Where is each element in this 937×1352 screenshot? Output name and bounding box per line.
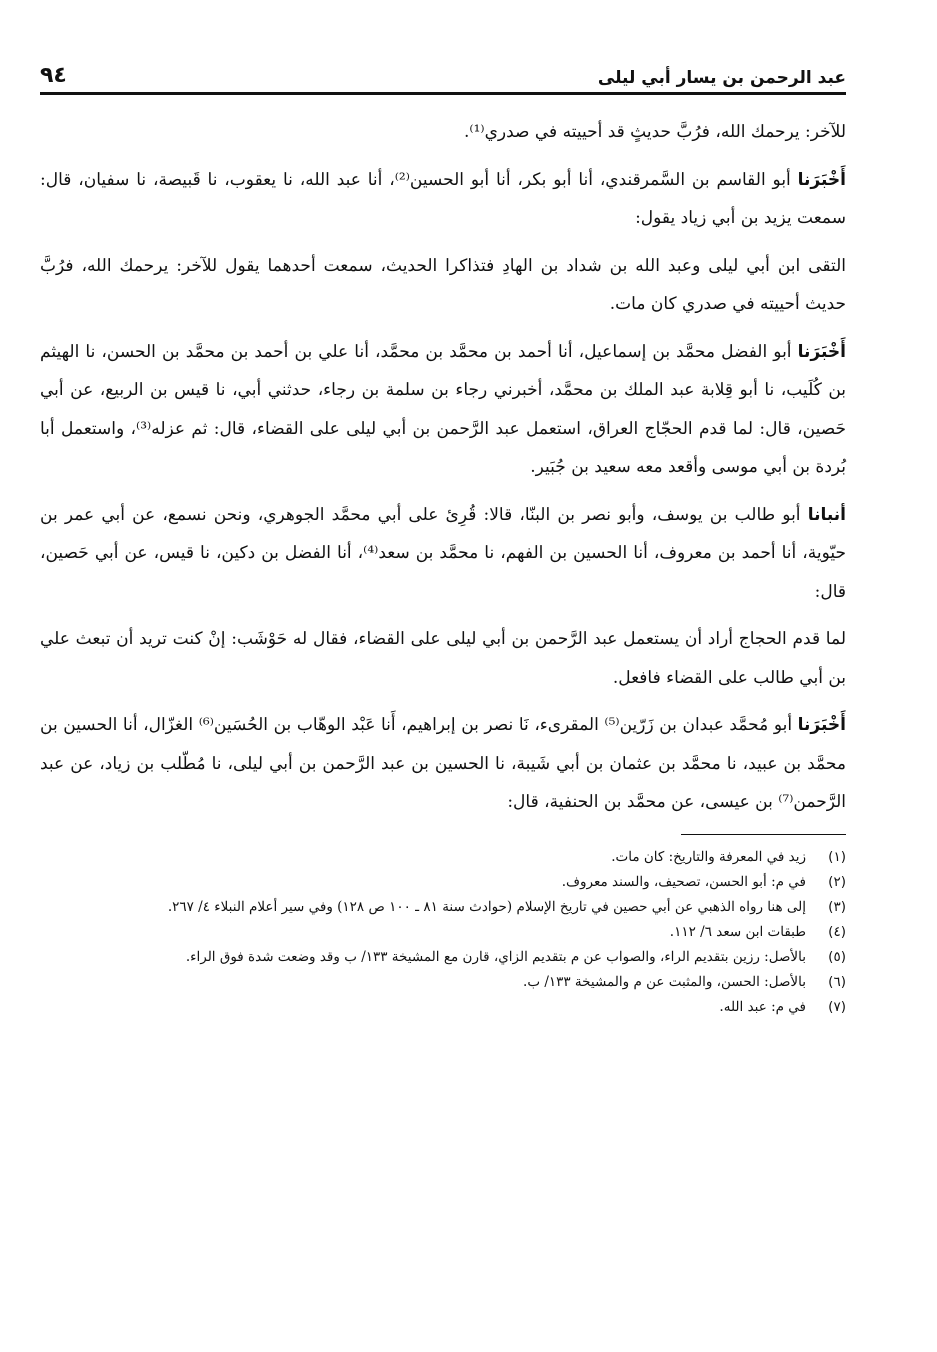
footnote-item	[40, 995, 846, 1020]
paragraph	[40, 620, 846, 697]
footnote-item	[40, 895, 846, 920]
paragraph	[40, 333, 846, 487]
paragraph-text: لما قدم الحجاج أراد أن يستعمل عبد الرَّحمن بن أبي ليلى على القضاء، فقال له حَوْشَب: إنْ كنت تريد أن تبعث علي بن أبي طالب على القضاء فافعل.	[40, 629, 846, 688]
footnote-number: (٧)	[828, 998, 846, 1015]
book-page	[40, 58, 846, 1020]
paragraph	[40, 706, 846, 822]
narration-lead: أَخْبَرَنا	[797, 169, 846, 190]
footnote-text: زيد في المعرفة والتاريخ: كان مات.	[611, 848, 806, 865]
paragraph-text: أبو القاسم بن السَّمرقندي، أنا أبو بكر، أنا أبو الحسين⁽²⁾، أنا عبد الله، نا يعقوب، نا قَبيصة، نا سفيان، قال: سمعت يزيد بن أبي زياد يقول:	[40, 169, 846, 228]
footnote-text: إلى هنا رواه الذهبي عن أبي حصين في تاريخ الإسلام (حوادث سنة ٨١ ـ ١٠٠ ص ١٢٨) وفي سير أعلام النبلاء ٤/ ٢٦٧.	[167, 898, 806, 915]
footnote-text: في م: أبو الحسن، تصحيف، والسند معروف.	[561, 873, 806, 890]
footnote-item	[40, 845, 846, 870]
running-title: عبد الرحمن بن يسار أبي ليلى	[597, 68, 846, 88]
footnote-number: (١)	[828, 848, 846, 865]
footnote-divider	[681, 834, 846, 835]
footnotes	[40, 845, 846, 1020]
footnote-text: بالأصل: رزين بتقديم الراء، والصواب عن م بتقديم الزاي، قارن مع المشيخة ١٣٣/ ب وقد وضعت شدة فوق الراء.	[185, 948, 806, 965]
narration-lead: أَخْبَرَنا	[797, 341, 846, 362]
footnote-number: (٦)	[828, 973, 846, 990]
footnote-item	[40, 970, 846, 995]
footnote-item	[40, 945, 846, 970]
narration-lead: أَخْبَرَنا	[797, 715, 846, 735]
paragraph-text: أبو طالب بن يوسف، وأبو نصر بن البنّا، قالا: قُرِئ على أبي محمَّد الجوهري، ونحن نسمع، عن أبي عمر بن حيّوية، أنا أحمد بن معروف، أنا الحسين بن الفهم، نا محمَّد بن سعد⁽⁴⁾، أنا الفضل بن دكين، نا قيس، عن أبي حَصين، قال:	[40, 504, 846, 602]
paragraph	[40, 113, 846, 152]
footnote-number: (٢)	[828, 873, 846, 890]
footnote-text: بالأصل: الحسن، والمثبت عن م والمشيخة ١٣٣/ ب.	[523, 973, 806, 990]
paragraph	[40, 496, 846, 612]
main-text	[40, 113, 846, 822]
paragraph-text: أبو الفضل محمَّد بن إسماعيل، أنا أحمد بن محمَّد بن محمَّد، أنا علي بن أحمد بن محمَّد بن الحسن، نا الهيثم بن كُلَيب، نا أبو قِلابة عبد الملك بن محمَّد، أخبرني رجاء بن سلمة بن رجاء، حدثني أبي، نا قيس بن الربيع، عن أبي حَصين، قال: لما قدم الحجّاج العراق، استعمل عبد الرَّحمن بن أبي ليلى على القضاء، قال: ثم عزله⁽³⁾، واستعمل أبا بُردة بن أبي موسى وأقعد معه سعيد بن جُبَير.	[40, 341, 846, 477]
paragraph-text: أبو مُحمَّد عبدان بن زَرّين⁽⁵⁾ المقرىء، نَا نصر بن إبراهيم، أَنا عَبْد الوهّاب بن الحُسَين⁽⁶⁾ الغزّال، أنا الحسين بن محمَّد بن عبيد، نا محمَّد بن عثمان بن أبي شَيبة، نا الحسين بن عبد الرَّحمن بن أبي ليلى، نا مُطّلب بن زياد، عن عبد الرَّحمن⁽⁷⁾ بن عيسى، عن محمَّد بن الحنفية، قال:	[40, 715, 846, 812]
footnote-number: (٥)	[828, 948, 846, 965]
page-number: ٩٤	[40, 63, 67, 88]
paragraph-text: التقى ابن أبي ليلى وعبد الله بن شداد بن الهادِ فتذاكرا الحديث، سمعت أحدهما يقول للآخر: يرحمك الله، فرُبَّ حديث أحييته في صدري كان مات.	[40, 255, 846, 314]
footnote-number: (٣)	[828, 898, 846, 915]
narration-lead: أنبانا	[807, 504, 846, 525]
footnote-number: (٤)	[828, 923, 846, 940]
footnote-text: في م: عبد الله.	[719, 998, 806, 1015]
paragraph	[40, 161, 846, 238]
footnote-item	[40, 870, 846, 895]
paragraph-text: للآخر: يرحمك الله، فرُبَّ حديثٍ قد أحييته في صدري⁽¹⁾.	[464, 122, 846, 142]
page-header	[40, 58, 846, 95]
footnote-item	[40, 920, 846, 945]
paragraph	[40, 247, 846, 324]
footnote-text: طبقات ابن سعد ٦/ ١١٢.	[669, 923, 806, 940]
